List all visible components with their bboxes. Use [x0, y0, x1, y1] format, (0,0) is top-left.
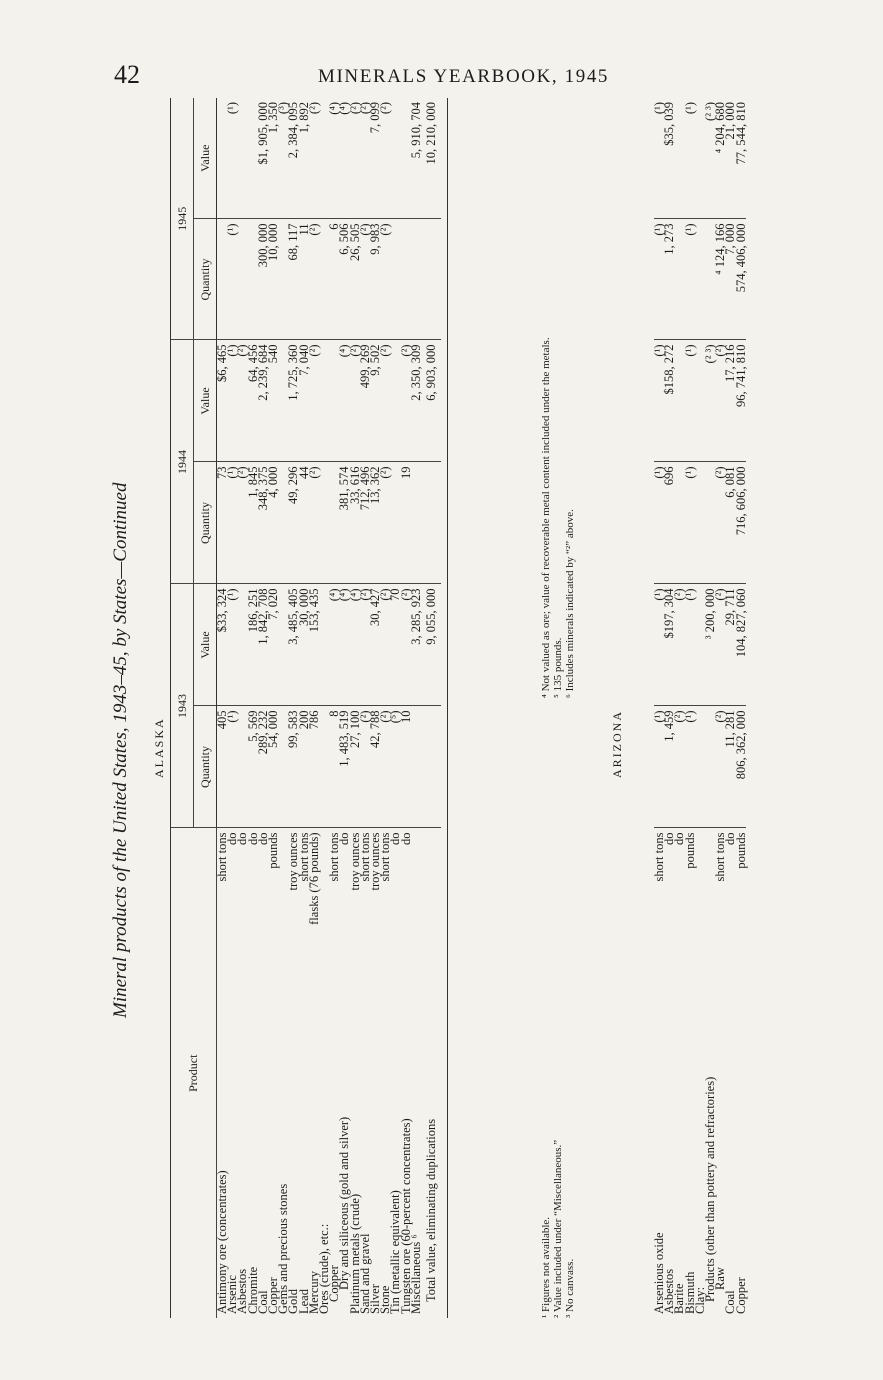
value-1944-cell [390, 340, 400, 462]
value-1945-cell: 7, 099 [370, 98, 380, 219]
value-1945-cell: (⁴) [339, 98, 349, 219]
value-1945-cell: $1, 905, 000 [258, 98, 268, 219]
value-1943-cell: (⁴) [350, 584, 360, 706]
quantity-1945-cell: 1, 273 [664, 219, 674, 340]
table-row [350, 98, 360, 1318]
product-cell: Coal [723, 1290, 738, 1314]
value-1944-cell: 1, 725, 360 [288, 340, 298, 462]
product-cell: Gold [286, 1289, 301, 1314]
unit-cell: troy ounces [286, 832, 301, 891]
quantity-1944-cell: 13, 362 [370, 462, 380, 584]
unit-cell: short tons [296, 832, 311, 882]
quantity-1945-cell: (²) [380, 219, 390, 340]
value-1943-cell: (¹) [654, 584, 664, 706]
value-1945-cell: (² ³) [705, 98, 715, 219]
value-1943-cell: 3, 285, 923 [411, 584, 421, 706]
quantity-1945-cell: ⁴ 124, 166 [715, 219, 725, 340]
quantity-1943-cell: (¹) [685, 706, 695, 828]
quantity-1943-cell: 1, 483, 519 [339, 706, 349, 828]
quantity-1943-cell [705, 706, 715, 828]
value-1944-cell: 499, 269 [360, 340, 370, 462]
quantity-1944-cell [705, 462, 715, 584]
product-cell: Platinum metals (crude) [347, 1193, 362, 1314]
quantity-1943-cell: (²) [715, 706, 725, 828]
value-1945-cell: $35, 039 [664, 98, 674, 219]
value-1945-cell: (⁴) [329, 98, 339, 219]
value-1944-cell: (²) [237, 340, 247, 462]
product-cell: Arsenic [225, 1275, 240, 1314]
quantity-1943-cell: 99, 583 [288, 706, 298, 828]
quantity-1945-cell [217, 219, 228, 340]
value-1943-cell: $197, 304 [664, 584, 674, 706]
value-1945-cell: (²) [309, 98, 319, 219]
quantity-1944-cell: 19 [401, 462, 411, 584]
table-row [288, 98, 298, 1318]
quantity-1944-cell: 1, 845 [248, 462, 258, 584]
table-row [227, 98, 237, 1318]
quantity-1945-cell [319, 219, 329, 340]
value-1945-cell: ⁴ 204, 680 [715, 98, 725, 219]
value-1945-cell [217, 98, 228, 219]
product-cell: Mercury [306, 1270, 321, 1314]
value-1945-cell: 2, 384, 095 [288, 98, 298, 219]
table-row [370, 98, 380, 1318]
quantity-1943-cell [695, 706, 705, 828]
quantity-1944-cell: 696 [664, 462, 674, 584]
quantity-1944-cell: 49, 296 [288, 462, 298, 584]
section-alaska: ALASKA [152, 717, 166, 778]
unit-cell: do [255, 832, 270, 845]
rotated-table-region [110, 98, 810, 1318]
unit-cell: short tons [378, 832, 393, 882]
page-number: 42 [114, 60, 140, 89]
product-cell: Stone [378, 1285, 393, 1314]
total-label: Total value, eliminating duplications [424, 1118, 439, 1302]
quantity-1943-cell: 786 [309, 706, 319, 828]
value-1943-cell: 1, 842, 708 [258, 584, 268, 706]
quantity-1945-cell: (¹) [654, 219, 664, 340]
table-row [268, 98, 278, 1318]
product-cell: Copper [733, 1277, 748, 1314]
table-row [299, 98, 309, 1318]
table-row [339, 98, 349, 1318]
quantity-1944-cell [319, 462, 329, 584]
unit-cell: short tons [327, 832, 342, 882]
value-1944-cell: (²) [350, 340, 360, 462]
quantity-1944-cell: (¹) [654, 462, 664, 584]
quantity-1943-cell: 405 [217, 706, 228, 828]
value-1944-cell: 17, 216 [725, 340, 735, 462]
total-1943: 9, 055, 000 [421, 584, 441, 706]
table-row [380, 98, 390, 1318]
unit-cell: do [672, 832, 687, 845]
value-1944-cell [319, 340, 329, 462]
value-1943-cell: 70 [390, 584, 400, 706]
unit-cell: do [398, 832, 413, 845]
value-1943-cell: 104, 827, 060 [736, 584, 746, 706]
value-1943-cell: 3, 485, 405 [288, 584, 298, 706]
quantity-1943-cell: 5, 569 [248, 706, 258, 828]
unit-cell: short tons [357, 832, 372, 882]
table-row [736, 98, 746, 1318]
value-1943-cell: 30, 000 [299, 584, 309, 706]
value-1943-cell: (⁴) [339, 584, 349, 706]
table-row [685, 98, 695, 1318]
quantity-1943-cell: 200 [299, 706, 309, 828]
product-cell: Antimony ore (concentrates) [215, 1170, 229, 1314]
footnote-2: ² Value included under “Miscellaneous.” [552, 1139, 564, 1318]
value-1944-cell: 9, 502 [370, 340, 380, 462]
table-row [248, 98, 258, 1318]
quantity-1943-cell: 8 [329, 706, 339, 828]
value-1944-cell: $6, 465 [217, 340, 228, 462]
unit-cell: pounds [733, 832, 748, 869]
value-1945-cell: 77, 544, 810 [736, 98, 746, 219]
quantity-1945-cell [411, 219, 421, 340]
quantity-1945-cell: 26, 505 [350, 219, 360, 340]
quantity-1944-cell: 348, 375 [258, 462, 268, 584]
unit-cell: pounds [266, 832, 281, 869]
value-1944-cell [329, 340, 339, 462]
product-cell: Arsenious oxide [652, 1232, 666, 1314]
value-1944-cell: 2, 350, 309 [411, 340, 421, 462]
footnote-5: ⁵ 135 pounds. [552, 637, 564, 698]
product-cell: Barite [672, 1283, 687, 1314]
product-cell: Raw [713, 1267, 728, 1290]
quantity-1945-cell [237, 219, 247, 340]
quantity-1944-cell: 73 [217, 462, 228, 584]
unit-cell [411, 828, 421, 978]
product-cell: Ores (crude), etc.: [317, 1223, 332, 1314]
value-1943-cell: 153, 435 [309, 584, 319, 706]
quantity-1943-cell [411, 706, 421, 828]
footnotes-left [540, 1140, 576, 1318]
product-cell: Coal [255, 1290, 270, 1314]
quantity-1945-cell: 7, 000 [725, 219, 735, 340]
table-row [674, 98, 684, 1318]
product-cell: Sand and gravel [357, 1233, 372, 1314]
quantity-1943-cell: 54, 000 [268, 706, 278, 828]
quantity-1945-cell: 300, 000 [258, 219, 268, 340]
value-1945-cell: (²) [360, 98, 370, 219]
quantity-1945-cell [695, 219, 705, 340]
value-1945-cell: (¹) [654, 98, 664, 219]
quantity-1943-cell: (¹) [227, 706, 237, 828]
unit-cell: do [723, 832, 738, 845]
footnote-6: ⁶ Includes minerals indicated by “²” above. [564, 509, 576, 698]
total-row [421, 98, 441, 1318]
arizona-rows [654, 98, 746, 1318]
quantity-1945-cell: 574, 406, 000 [736, 219, 746, 340]
product-cell: Chromite [245, 1266, 260, 1314]
quantity-header: Quantity [194, 706, 217, 828]
table-row [654, 98, 664, 1318]
product-cell: Copper [327, 1265, 342, 1302]
table-row [705, 98, 715, 1318]
table-row [278, 98, 288, 1318]
year-1943-header: 1943 [171, 584, 194, 828]
value-1945-cell: 1, 892 [299, 98, 309, 219]
quantity-1945-cell: 68, 117 [288, 219, 298, 340]
alaska-table [170, 98, 448, 1318]
table-row [237, 98, 247, 1318]
product-cell: Lead [296, 1289, 311, 1314]
value-1944-cell: (²) [715, 340, 725, 462]
alaska-rows [217, 98, 422, 1318]
product-cell: Products (other than pottery and refractories) [703, 1076, 718, 1302]
arizona-table [650, 98, 746, 1318]
product-cell: Asbestos [235, 1268, 250, 1314]
value-1944-cell: 2, 239, 684 [258, 340, 268, 462]
quantity-1945-cell: (²) [309, 219, 319, 340]
quantity-1944-cell [411, 462, 421, 584]
quantity-1943-cell: (²) [380, 706, 390, 828]
table-title: Mineral products of the United States, 1943–45, by States—Continued [110, 482, 131, 1018]
quantity-1945-cell: 10, 000 [268, 219, 278, 340]
product-cell: Tin (metallic equivalent) [388, 1190, 403, 1314]
quantity-1945-cell: (¹) [227, 219, 237, 340]
quantity-1945-cell [390, 219, 400, 340]
unit-cell: do [662, 832, 677, 845]
value-1944-cell: 64, 456 [248, 340, 258, 462]
quantity-1943-cell: 806, 362, 000 [736, 706, 746, 828]
value-1943-cell: (¹) [685, 584, 695, 706]
value-1945-cell [237, 98, 247, 219]
table-row [217, 98, 228, 1318]
value-1943-cell: 30, 427 [370, 584, 380, 706]
product-cell: Bismuth [682, 1271, 697, 1314]
value-1943-cell: (²) [674, 584, 684, 706]
value-1943-cell: 7, 020 [268, 584, 278, 706]
quantity-1944-cell: 4, 000 [268, 462, 278, 584]
quantity-1944-cell: 33, 616 [350, 462, 360, 584]
value-1944-cell: $158, 272 [664, 340, 674, 462]
total-1944: 6, 903, 000 [421, 340, 441, 462]
value-1945-cell: (²) [380, 98, 390, 219]
unit-cell: troy ounces [368, 832, 383, 891]
quantity-1943-cell: (²) [674, 706, 684, 828]
product-cell: Clay: [692, 1286, 707, 1314]
footnote-3: ³ No canvass. [564, 1258, 576, 1318]
table-row [309, 98, 319, 1318]
quantity-1943-cell: 11, 281 [725, 706, 735, 828]
value-1944-cell: 7, 040 [299, 340, 309, 462]
footnote-1: ¹ Figures not available. [540, 1216, 552, 1318]
table-row [258, 98, 268, 1318]
running-head: MINERALS YEARBOOK, 1945 [318, 66, 610, 87]
value-1943-cell: (⁴) [329, 584, 339, 706]
product-cell: Dry and siliceous (gold and silver) [337, 1116, 352, 1290]
unit-cell: short tons [215, 832, 229, 882]
value-1943-cell: (¹) [227, 584, 237, 706]
product-cell: Gems and precious stones [276, 1183, 291, 1314]
table-row [319, 98, 329, 1318]
quantity-1945-cell: 6, 506 [339, 219, 349, 340]
value-header: Value [194, 98, 217, 219]
value-1944-cell: (²) [401, 340, 411, 462]
value-1944-cell: 540 [268, 340, 278, 462]
quantity-1944-cell: (²) [380, 462, 390, 584]
value-header: Value [194, 584, 217, 706]
quantity-1944-cell: (¹) [227, 462, 237, 584]
product-cell: Silver [368, 1284, 383, 1314]
value-1943-cell: (²) [360, 584, 370, 706]
unit-cell: troy ounces [347, 832, 362, 891]
quantity-1944-cell [390, 462, 400, 584]
value-1943-cell: 29, 711 [725, 584, 735, 706]
unit-cell: short tons [652, 832, 666, 882]
footnote-4: ⁴ Not valued as ore; value of recoverable metal content included under the metals. [540, 337, 552, 698]
table-row [401, 98, 411, 1318]
quantity-1943-cell: (¹) [654, 706, 664, 828]
value-1943-cell: ³ 200, 000 [705, 584, 715, 706]
unit-cell: do [225, 832, 240, 845]
quantity-1944-cell: 716, 606, 000 [736, 462, 746, 584]
quantity-1943-cell: 27, 100 [350, 706, 360, 828]
value-1945-cell [390, 98, 400, 219]
value-1943-cell: (²) [401, 584, 411, 706]
value-1945-cell: (¹) [227, 98, 237, 219]
quantity-1944-cell: 381, 574 [339, 462, 349, 584]
value-1944-cell: (¹) [227, 340, 237, 462]
quantity-1944-cell: (²) [237, 462, 247, 584]
table-row [664, 98, 674, 1318]
total-1945: 10, 210, 000 [421, 98, 441, 219]
quantity-1944-cell: (¹) [685, 462, 695, 584]
quantity-1944-cell [695, 462, 705, 584]
product-cell: Copper [266, 1277, 281, 1314]
value-1945-cell: 21, 000 [725, 98, 735, 219]
quantity-1944-cell: (²) [715, 462, 725, 584]
quantity-1943-cell: 1, 459 [664, 706, 674, 828]
table-row [360, 98, 370, 1318]
quantity-1945-cell: 6 [329, 219, 339, 340]
year-1944-header: 1944 [171, 340, 194, 584]
value-1945-cell: (¹) [685, 98, 695, 219]
quantity-1943-cell: (²) [360, 706, 370, 828]
unit-cell: do [337, 832, 352, 845]
section-arizona: ARIZONA [610, 710, 624, 778]
year-1945-header: 1945 [171, 98, 194, 340]
value-1944-cell: (¹) [654, 340, 664, 462]
value-1944-cell: 96, 741, 810 [736, 340, 746, 462]
unit-cell: flasks (76 pounds) [306, 832, 321, 925]
value-1945-cell: 1, 350 [268, 98, 278, 219]
quantity-1945-cell: (²) [360, 219, 370, 340]
value-1945-cell: (²) [350, 98, 360, 219]
quantity-1943-cell: 42, 788 [370, 706, 380, 828]
quantity-1943-cell: (⁵) [390, 706, 400, 828]
quantity-1943-cell: 289, 232 [258, 706, 268, 828]
unit-cell: do [245, 832, 260, 845]
value-1943-cell: 186, 251 [248, 584, 258, 706]
product-cell: Asbestos [662, 1268, 677, 1314]
quantity-1945-cell [401, 219, 411, 340]
quantity-1945-cell: 9, 983 [370, 219, 380, 340]
quantity-1945-cell: (¹) [685, 219, 695, 340]
product-cell: Tungsten ore (60-percent concentrates) [398, 1118, 413, 1314]
quantity-1943-cell: 10 [401, 706, 411, 828]
value-1943-cell: (²) [380, 584, 390, 706]
footnotes-right [540, 337, 576, 698]
value-1944-cell: (¹) [685, 340, 695, 462]
quantity-header: Quantity [194, 462, 217, 584]
quantity-1944-cell: (²) [309, 462, 319, 584]
quantity-1944-cell: 44 [299, 462, 309, 584]
unit-cell: do [388, 832, 403, 845]
product-header: Product [171, 828, 217, 1318]
value-1945-cell: (³) [278, 98, 288, 219]
value-1944-cell: (²) [309, 340, 319, 462]
value-1944-cell: (²) [380, 340, 390, 462]
value-1945-cell [319, 98, 329, 219]
value-1943-cell: (²) [715, 584, 725, 706]
quantity-1944-cell: 712, 496 [360, 462, 370, 584]
quantity-1944-cell: 6, 081 [725, 462, 735, 584]
product-cell: Miscellaneous ⁶ [408, 1234, 423, 1314]
quantity-1945-cell: 11 [299, 219, 309, 340]
value-1944-cell: (² ³) [705, 340, 715, 462]
value-1944-cell: (⁴) [339, 340, 349, 462]
unit-cell: pounds [682, 832, 697, 869]
unit-cell: do [235, 832, 250, 845]
quantity-header: Quantity [194, 219, 217, 340]
unit-cell: short tons [713, 832, 728, 882]
value-1943-cell: $33, 324 [217, 584, 228, 706]
value-1945-cell: 5, 910, 704 [411, 98, 421, 219]
value-header: Value [194, 340, 217, 462]
